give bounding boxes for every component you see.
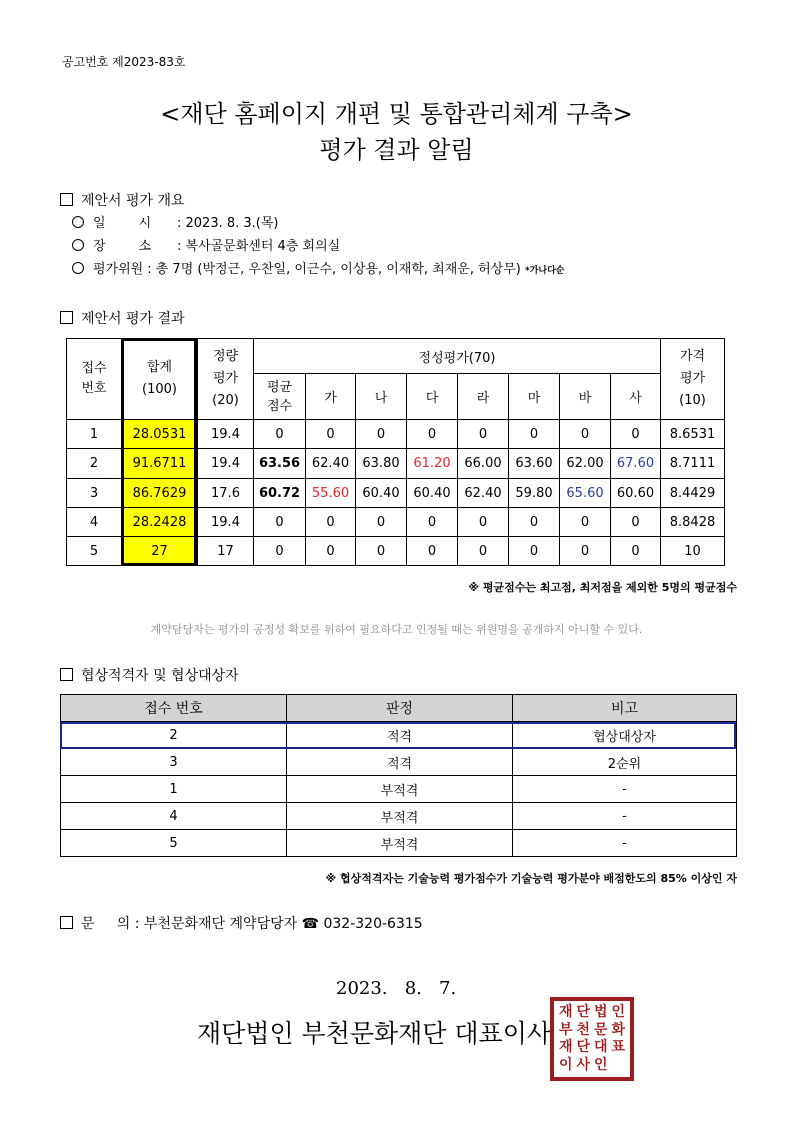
header-avg: 평균 점수	[254, 374, 306, 420]
seal-glyph: 법	[593, 1004, 608, 1020]
square-bullet-icon	[60, 311, 73, 324]
seal-glyph: 단	[576, 1039, 591, 1055]
table-row: 4 28.2428 19.4 0 0 0 0 0 0 0 0 8.8428	[67, 508, 725, 537]
overview-item-evaluators: 평가위원 : 총 7명 (박정근, 우찬일, 이근수, 이상용, 이재학, 최재운, 허상무) *가나다순	[72, 258, 564, 283]
negotiation-heading: 협상적격자 및 협상대상자	[60, 665, 239, 685]
header-receipt-no: 접수 번호	[61, 695, 287, 722]
overview-item-date: 일 시 : 2023. 8. 3.(목)	[72, 212, 564, 235]
header-evaluator: 가	[306, 374, 356, 420]
square-bullet-icon	[60, 916, 73, 929]
results-heading: 제안서 평가 결과	[60, 308, 185, 328]
header-judgement: 판정	[287, 695, 513, 722]
header-evaluator: 바	[560, 374, 611, 420]
seal-glyph: 화	[611, 1021, 626, 1038]
header-remarks: 비고	[513, 695, 737, 722]
circle-bullet-icon	[72, 216, 84, 228]
eligibility-note: ※ 협상적격자는 기술능력 평가점수가 기술능력 평가분야 배점한도의 85% 이상인 자	[325, 872, 737, 885]
header-evaluator: 라	[458, 374, 509, 420]
title-line-2: 평가 결과 알림	[319, 136, 474, 164]
seal-glyph: 사	[576, 1056, 591, 1073]
total-score: 86.7629	[122, 479, 198, 508]
total-score: 27	[122, 537, 198, 566]
page-title	[0, 96, 793, 168]
table-row: 5 27 17 0 0 0 0 0 0 0 0 10	[67, 537, 725, 566]
total-score: 91.6711	[122, 449, 198, 479]
table-row: 1 부적격 -	[61, 776, 737, 803]
total-score: 28.0531	[122, 420, 198, 449]
header-evaluator: 사	[611, 374, 661, 420]
seal-glyph: 부	[558, 1021, 573, 1038]
header-qual: 정성평가(70)	[254, 339, 661, 374]
seal-glyph: 인	[593, 1056, 608, 1073]
overview-list	[72, 212, 564, 283]
square-bullet-icon	[60, 668, 73, 681]
seal-glyph: 대	[593, 1039, 608, 1055]
header-evaluator: 다	[407, 374, 458, 420]
header-quant: 정량 평가 (20)	[198, 339, 254, 420]
square-bullet-icon	[60, 193, 73, 206]
table-row: 5 부적격 -	[61, 830, 737, 857]
disclosure-note: 계약담당자는 평가의 공정성 확보를 위하여 필요하다고 인정될 때는 위원명을 공개하지 아니할 수 있다.	[150, 623, 643, 636]
seal-glyph: 재	[558, 1039, 573, 1055]
header-receipt-no: 접수 번호	[67, 339, 122, 420]
notice-number: 공고번호 제2023-83호	[62, 55, 186, 69]
seal-glyph: 문	[593, 1021, 608, 1038]
table-row: 3 적격 2순위	[61, 749, 737, 776]
official-seal	[550, 997, 634, 1081]
negotiation-table	[60, 694, 737, 857]
table-row: 1 28.0531 19.4 0 0 0 0 0 0 0 0 8.6531	[67, 420, 725, 449]
seal-glyph: 표	[611, 1039, 626, 1055]
evaluation-results-table	[66, 338, 725, 566]
circle-bullet-icon	[72, 262, 84, 274]
inquiry: 문 의 : 부천문화재단 계약담당자 ☎ 032-320-6315	[60, 913, 423, 933]
table-row: 2 적격 협상대상자	[61, 722, 737, 749]
seal-glyph: 천	[576, 1021, 591, 1038]
header-evaluator: 나	[356, 374, 407, 420]
seal-glyph: 재	[558, 1004, 573, 1020]
overview-item-place: 장 소 : 복사골문화센터 4층 회의실	[72, 235, 564, 258]
issue-date: 2023. 8. 7.	[336, 978, 457, 999]
issuer-name: 재단법인 부천문화재단 대표이사	[197, 1019, 551, 1048]
title-line-1: <재단 홈페이지 개편 및 통합관리체계 구축>	[160, 100, 633, 128]
header-price: 가격 평가 (10)	[661, 339, 725, 420]
circle-bullet-icon	[72, 239, 84, 251]
table-row: 2 91.6711 19.4 63.56 62.40 63.80 61.20 66.00 63.60 62.00 67.60 8.7111	[67, 449, 725, 479]
average-score-note: ※ 평균점수는 최고점, 최저점을 제외한 5명의 평균점수	[468, 581, 737, 594]
table-row: 3 86.7629 17.6 60.72 55.60 60.40 60.40 62.40 59.80 65.60 60.60 8.4429	[67, 479, 725, 508]
seal-glyph: 이	[558, 1056, 573, 1073]
header-evaluator: 마	[509, 374, 560, 420]
seal-glyph: 인	[611, 1004, 626, 1020]
header-total: 합계 (100)	[122, 339, 198, 420]
total-score: 28.2428	[122, 508, 198, 537]
table-row: 4 부적격 -	[61, 803, 737, 830]
seal-glyph: 단	[576, 1004, 591, 1020]
overview-heading: 제안서 평가 개요	[60, 190, 185, 210]
